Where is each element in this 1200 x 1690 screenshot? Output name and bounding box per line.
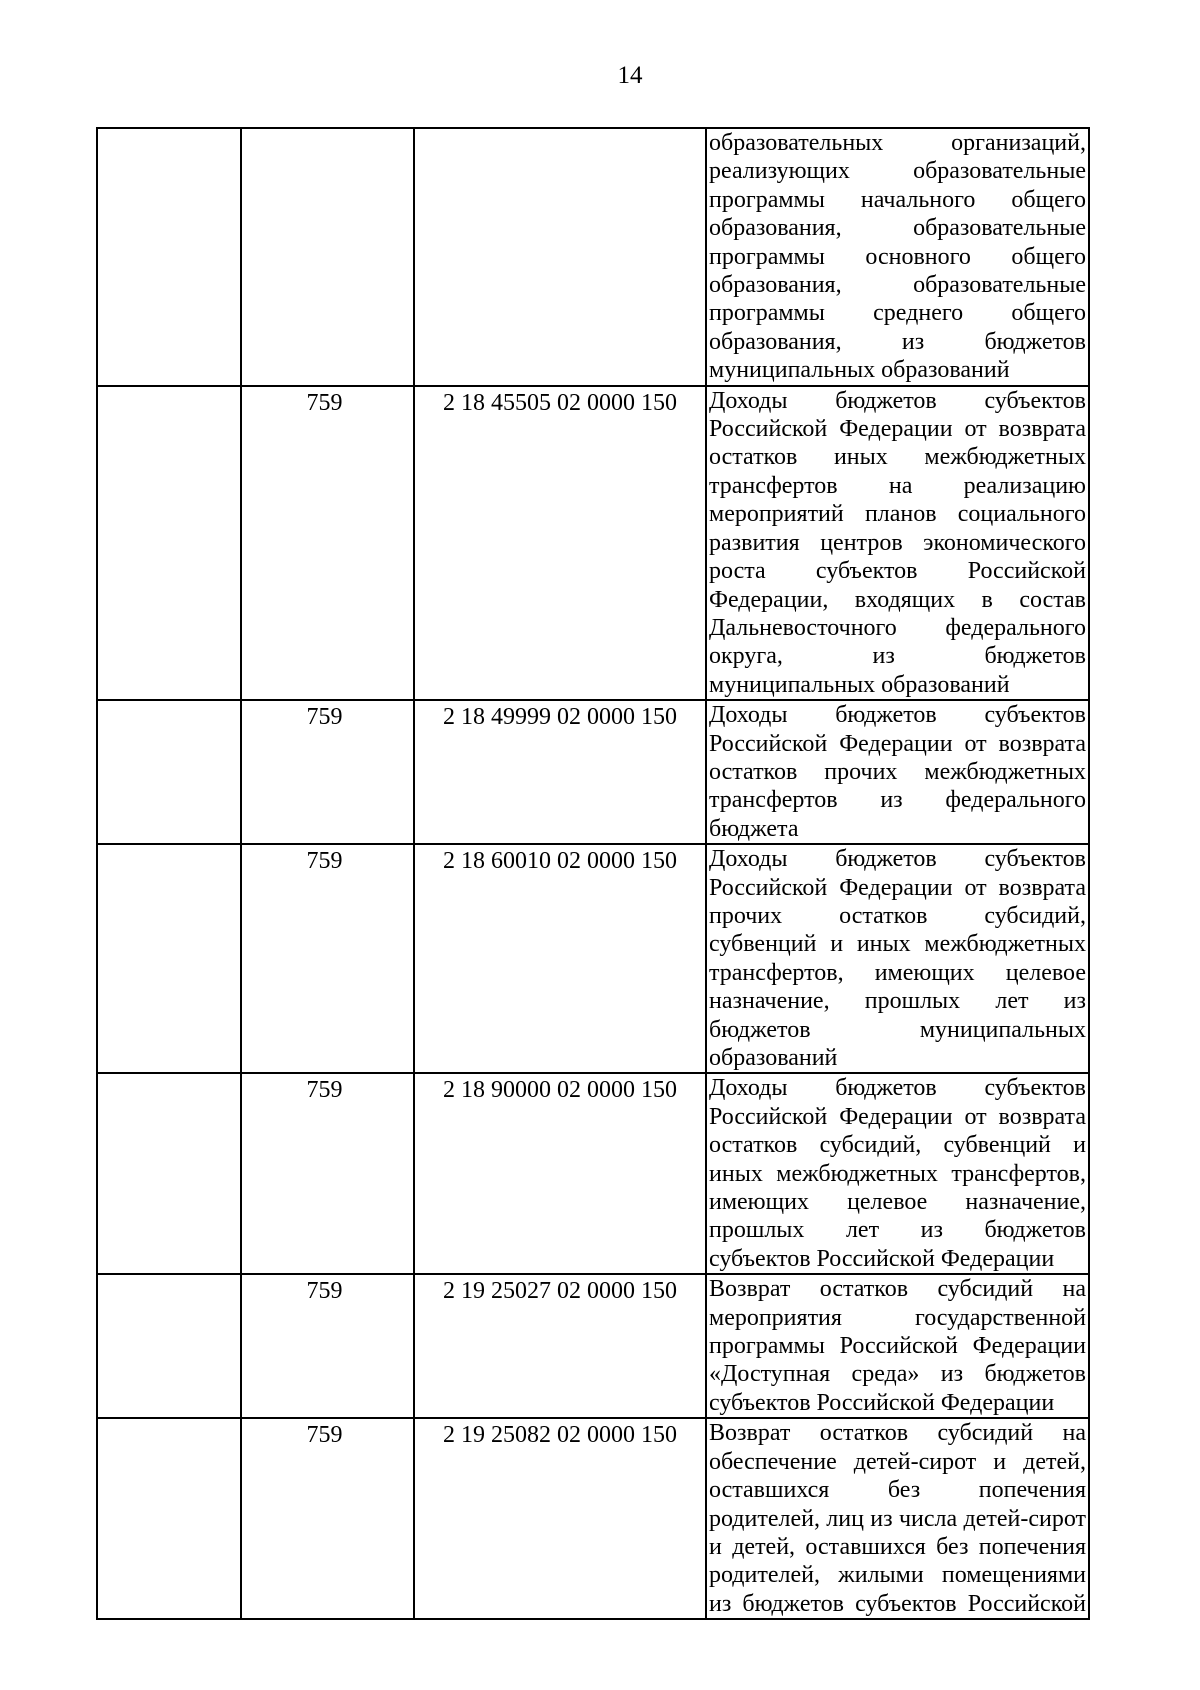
table-row xyxy=(97,1274,1089,1418)
page-number: 14 xyxy=(617,62,643,89)
description-line: Доходы бюджетов субъектов xyxy=(709,387,1086,414)
admin-code-cell: 759 xyxy=(241,1418,414,1619)
description-line: мероприятий планов социального xyxy=(709,501,1086,528)
table-row xyxy=(97,1418,1089,1619)
description-line: образования, образовательные xyxy=(709,272,1086,299)
description-line: Российской Федерации от возврата xyxy=(709,416,1086,443)
description-line: остатков иных межбюджетных xyxy=(709,444,1086,471)
description-line: образования, из бюджетов xyxy=(709,328,1086,355)
description-line: Дальневосточного федерального xyxy=(709,614,1086,641)
description-line: остатков прочих межбюджетных xyxy=(709,758,1086,785)
description-line: бюджета xyxy=(709,815,799,842)
description-line: Доходы бюджетов субъектов xyxy=(709,1075,1086,1102)
budget-classification-code-cell: 2 18 60010 02 0000 150 xyxy=(414,844,706,1073)
description-line: и детей, оставшихся без попечения xyxy=(709,1533,1086,1560)
description-line: образовательных организаций, xyxy=(709,130,1086,156)
description-line: мероприятия государственной xyxy=(709,1304,1086,1331)
table-row xyxy=(97,128,1089,386)
description-line: Возврат остатков субсидий на xyxy=(709,1276,1086,1303)
description-cell xyxy=(706,844,1089,1073)
empty-cell xyxy=(97,386,241,700)
description-line: программы Российской Федерации xyxy=(709,1333,1086,1360)
description-line: из бюджетов субъектов Российской xyxy=(709,1590,1086,1617)
description-line: бюджетов муниципальных xyxy=(709,1016,1086,1043)
admin-code-cell xyxy=(241,128,414,386)
description-line: имеющих целевое назначение, xyxy=(709,1189,1086,1216)
empty-cell xyxy=(97,128,241,386)
description-line: субъектов Российской Федерации xyxy=(709,1389,1055,1416)
description-line: остатков субсидий, субвенций и xyxy=(709,1132,1086,1159)
description-line: прошлых лет из бюджетов xyxy=(709,1217,1086,1244)
empty-cell xyxy=(97,1274,241,1418)
description-line: трансфертов из федерального xyxy=(709,787,1086,814)
description-line: муниципальных образований xyxy=(709,357,1010,384)
description-line: Возврат остатков субсидий на xyxy=(709,1420,1086,1447)
description-cell xyxy=(706,128,1089,386)
description-line: муниципальных образований xyxy=(709,671,1010,698)
description-line: образований xyxy=(709,1045,838,1071)
description-line: роста субъектов Российской xyxy=(709,558,1086,585)
empty-cell xyxy=(97,700,241,844)
admin-code-cell: 759 xyxy=(241,386,414,700)
description-line: Российской Федерации от возврата xyxy=(709,730,1086,757)
budget-classification-code-cell: 2 18 90000 02 0000 150 xyxy=(414,1073,706,1274)
budget-classification-code-cell: 2 18 45505 02 0000 150 xyxy=(414,386,706,700)
revenue-codes-table xyxy=(96,127,1090,1620)
budget-classification-code-cell: 2 19 25027 02 0000 150 xyxy=(414,1274,706,1418)
description-line: субвенций и иных межбюджетных xyxy=(709,931,1086,958)
description-cell xyxy=(706,1418,1089,1619)
description-line: прочих остатков субсидий, xyxy=(709,902,1086,929)
description-line: развития центров экономического xyxy=(709,529,1086,556)
table-row xyxy=(97,1073,1089,1274)
description-line: образования, образовательные xyxy=(709,215,1086,242)
empty-cell xyxy=(97,1073,241,1274)
empty-cell xyxy=(97,1418,241,1619)
description-line: Доходы бюджетов субъектов xyxy=(709,846,1086,873)
description-line: Российской Федерации от возврата xyxy=(709,874,1086,901)
description-line: оставшихся без попечения xyxy=(709,1477,1086,1504)
description-cell xyxy=(706,1073,1089,1274)
description-cell xyxy=(706,1274,1089,1418)
description-line: родителей, лиц из числа детей-сирот xyxy=(709,1505,1086,1532)
table-row xyxy=(97,844,1089,1073)
description-line: программы среднего общего xyxy=(709,300,1086,327)
description-line: обеспечение детей-сирот и детей, xyxy=(709,1448,1086,1475)
description-line: родителей, жилыми помещениями xyxy=(709,1562,1086,1589)
description-line: Российской Федерации от возврата xyxy=(709,1103,1086,1130)
empty-cell xyxy=(97,844,241,1073)
description-line: субъектов Российской Федерации xyxy=(709,1245,1055,1272)
description-line: Доходы бюджетов субъектов xyxy=(709,702,1086,729)
description-line: трансфертов, имеющих целевое xyxy=(709,959,1086,986)
table-row xyxy=(97,700,1089,844)
table-body xyxy=(97,128,1089,1619)
budget-classification-code-cell: 2 19 25082 02 0000 150 xyxy=(414,1418,706,1619)
description-line: иных межбюджетных трансфертов, xyxy=(709,1160,1086,1187)
description-line: округа, из бюджетов xyxy=(709,643,1086,670)
description-line: программы начального общего xyxy=(709,186,1086,213)
description-cell xyxy=(706,700,1089,844)
budget-classification-code-cell: 2 18 49999 02 0000 150 xyxy=(414,700,706,844)
description-line: трансфертов на реализацию xyxy=(709,472,1086,499)
table-row xyxy=(97,386,1089,700)
admin-code-cell: 759 xyxy=(241,700,414,844)
budget-classification-code-cell xyxy=(414,128,706,386)
description-cell xyxy=(706,386,1089,700)
description-line: «Доступная среда» из бюджетов xyxy=(709,1361,1086,1388)
description-line: назначение, прошлых лет из xyxy=(709,988,1086,1015)
description-line: программы основного общего xyxy=(709,243,1086,270)
admin-code-cell: 759 xyxy=(241,1274,414,1418)
admin-code-cell: 759 xyxy=(241,1073,414,1274)
description-line: реализующих образовательные xyxy=(709,158,1086,185)
admin-code-cell: 759 xyxy=(241,844,414,1073)
description-line: Федерации, входящих в состав xyxy=(709,586,1086,613)
